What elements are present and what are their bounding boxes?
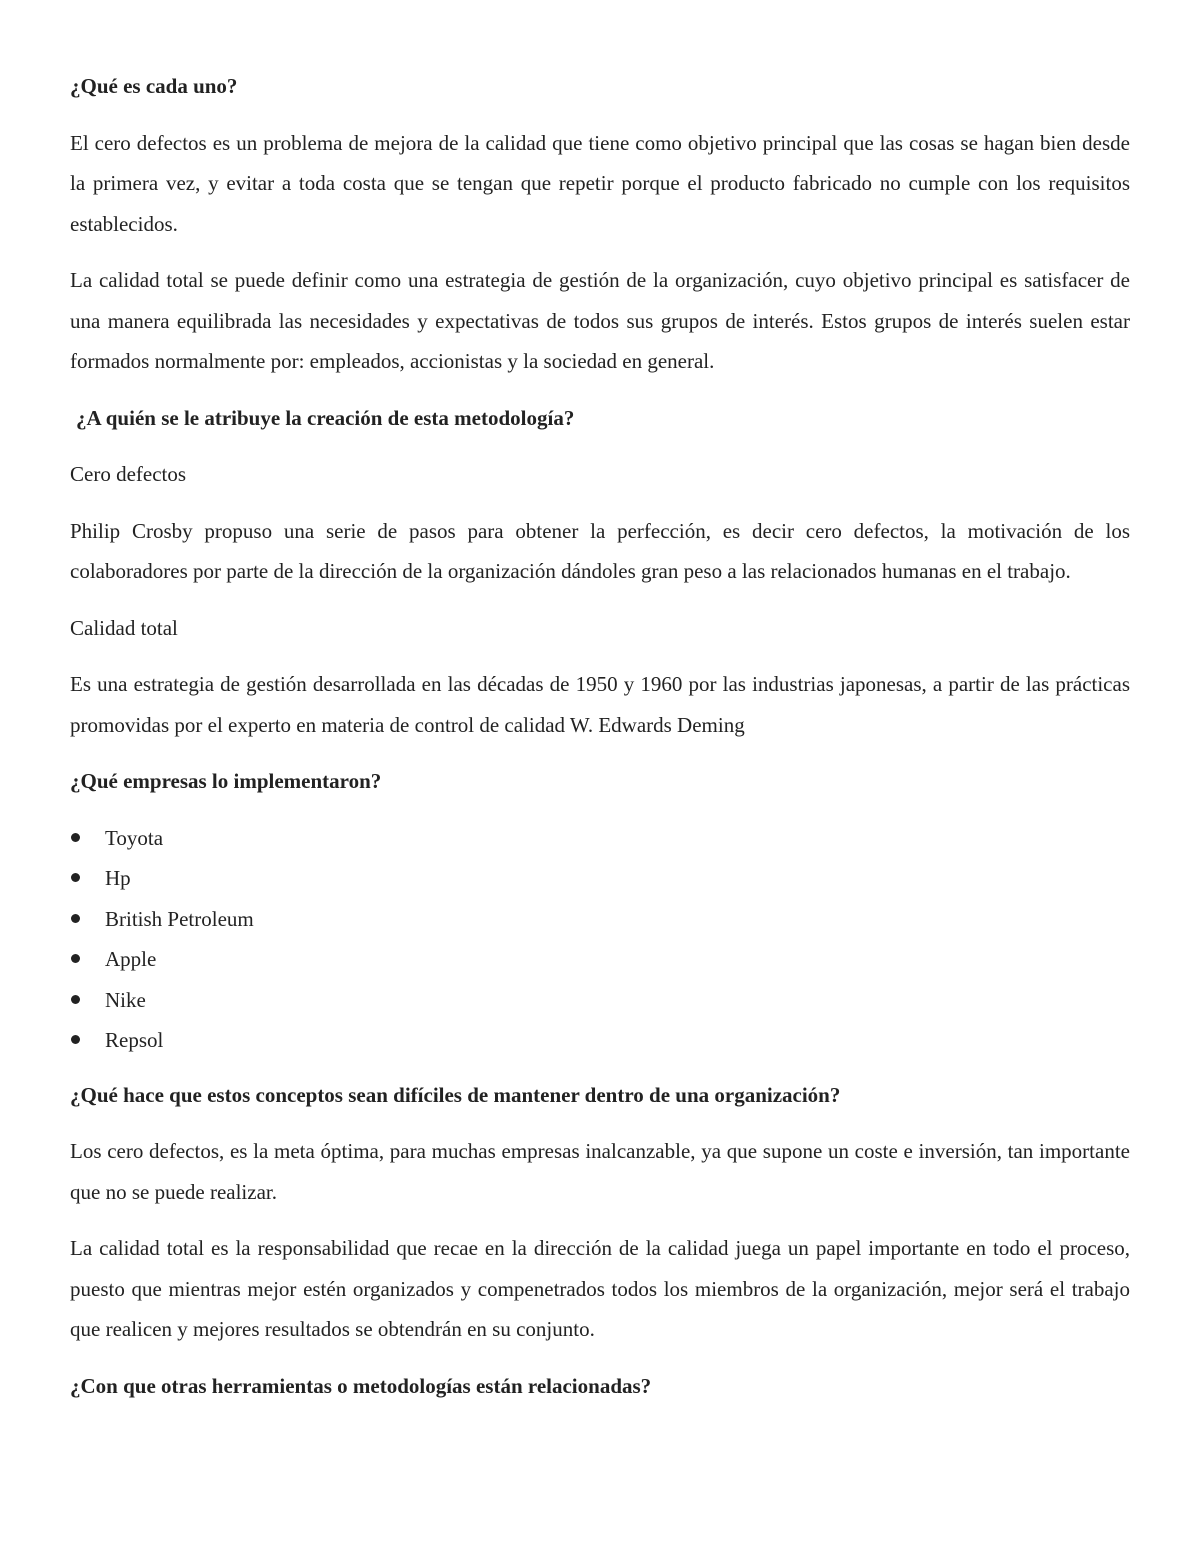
list-item: [70, 858, 1130, 899]
bullet-icon: [71, 833, 80, 842]
company-name: Hp: [105, 866, 131, 890]
heading-atribucion: ¿A quién se le atribuye la creación de esta metodología?: [76, 405, 575, 430]
document-page: [70, 66, 1130, 1422]
heading-herramientas-relacionadas: ¿Con que otras herramientas o metodologías están relacionadas?: [70, 1373, 652, 1398]
heading-empresas: ¿Qué empresas lo implementaron?: [70, 769, 382, 793]
paragraph-deming: Es una estrategia de gestión desarrollada en las décadas de 1950 y 1960 por las industrias japonesas, a partir de las prácticas promovidas por el experto en materia de control de calidad W. Edwards Deming: [70, 672, 1130, 737]
heading-dificultades: ¿Qué hace que estos conceptos sean difíciles de mantener dentro de una organización?: [70, 1082, 841, 1107]
paragraph-calidad-total-responsabilidad: La calidad total es la responsabilidad que recae en la dirección de la calidad juega un papel importante en todo el proceso, puesto que mientras mejor estén organizados y compenetrados todos los miembros de la organización, mejor será el trabajo que realicen y mejores resultados se obtendrán en su conjunto.: [70, 1236, 1130, 1341]
bullet-icon: [71, 914, 80, 923]
list-item: [70, 1020, 1130, 1061]
company-name: Repsol: [105, 1028, 164, 1052]
bullet-icon: [71, 1035, 80, 1044]
company-name: British Petroleum: [105, 906, 254, 931]
company-name: Nike: [105, 987, 146, 1012]
list-item: [70, 818, 1130, 859]
paragraph-cero-defectos-dificultad: Los cero defectos, es la meta óptima, para muchas empresas inalcanzable, ya que supone un coste e inversión, tan importante que no se puede realizar.: [70, 1139, 1130, 1204]
list-item: [70, 899, 1130, 940]
bullet-icon: [71, 873, 80, 882]
bullet-icon: [71, 995, 80, 1004]
company-name: Toyota: [105, 825, 164, 850]
paragraph-philip-crosby: Philip Crosby propuso una serie de pasos para obtener la perfección, es decir cero defectos, la motivación de los colaboradores por parte de la dirección de la organización dándoles gran peso a las relacionados humanas en el trabajo.: [70, 518, 1130, 583]
label-calidad-total: Calidad total: [70, 615, 178, 640]
heading-que-es-cada-uno: ¿Qué es cada uno?: [70, 74, 238, 98]
label-cero-defectos: Cero defectos: [70, 462, 187, 486]
paragraph-calidad-total-definicion: La calidad total se puede definir como una estrategia de gestión de la organización, cuyo objetivo principal es satisfacer de una manera equilibrada las necesidades y expectativas de todos sus grupos de interés. Estos grupos de interés suelen estar formados normalmente por: empleados, accionistas y la sociedad en general.: [70, 268, 1130, 373]
list-item: [70, 980, 1130, 1021]
company-name: Apple: [105, 947, 157, 971]
bullet-icon: [71, 954, 80, 963]
paragraph-cero-defectos-definicion: El cero defectos es un problema de mejora de la calidad que tiene como objetivo principal que las cosas se hagan bien desde la primera vez, y evitar a toda costa que se tengan que repetir porque el producto fabricado no cumple con los requisitos establecidos.: [70, 130, 1130, 236]
company-list: [70, 818, 1130, 1061]
list-item: [70, 939, 1130, 980]
